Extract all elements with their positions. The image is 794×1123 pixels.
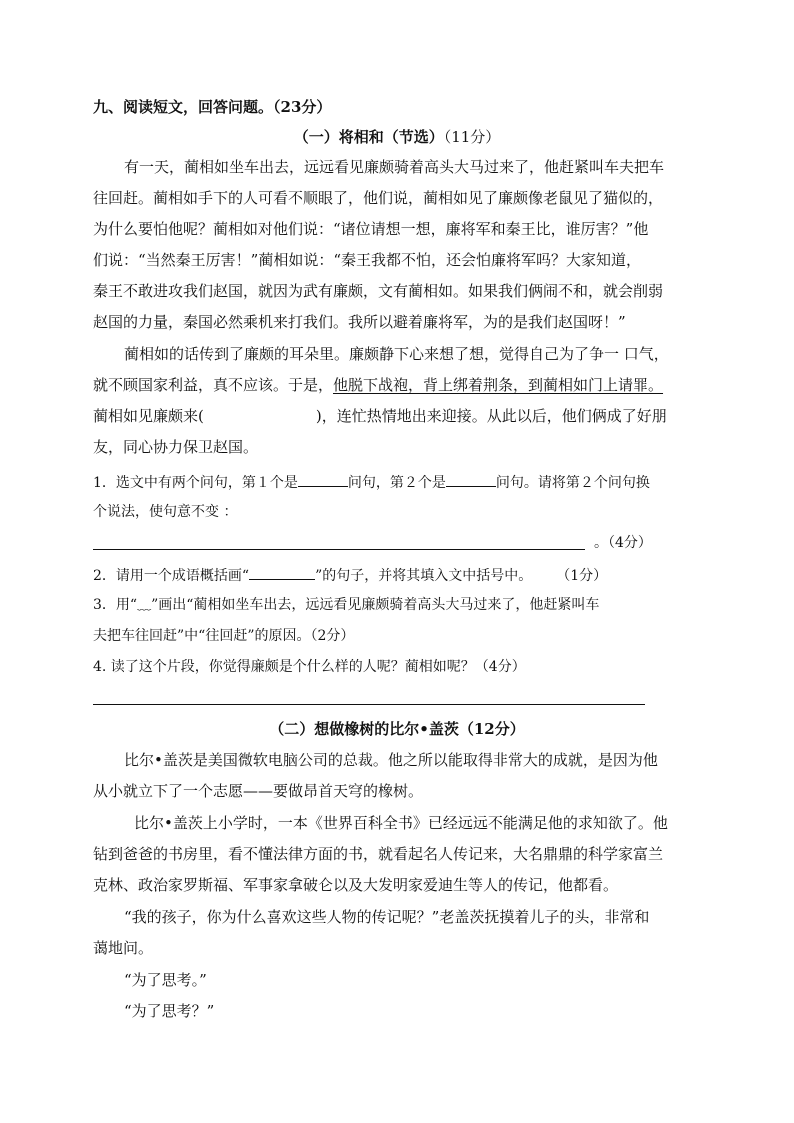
q1-text: 问句。请将第２个问句换 (495, 475, 650, 491)
q1-answer-line[interactable] (93, 549, 585, 550)
underlined-sentence: 他脱下战袍，背上绑着荆条，到蔺相如门上请罪。 (333, 376, 664, 394)
part1-p2-text: )，连忙热情地出来迎接。从此以后，他们俩成了好朋 (315, 407, 667, 425)
part1-p1-line: 为什么要怕他呢？蔺相如对他们说：“诸位请想一想，廉将军和秦王比，谁厉害？”他 (93, 220, 649, 238)
q3-text: 3．用“ (93, 597, 138, 613)
part1-title: （一）将相和（节选） (293, 128, 444, 146)
part2-p3-line: “我的孩子，你为什么喜欢这些人物的传记呢？”老盖茨抚摸着儿子的头，非常和 (124, 908, 650, 926)
part1-p2-line (93, 374, 663, 396)
q2-score: （1分） (556, 568, 608, 584)
part2-p2-line: 克林、政治家罗斯福、军事家拿破仑以及大发明家爱迪生等人的传记，他都看。 (93, 876, 619, 894)
question-3-line2: 夫把车往回赶”中“往回赶”的原因。（2分） (93, 628, 355, 644)
part1-p2-line (93, 405, 667, 427)
q1-text: 问句，第２个是 (347, 475, 446, 491)
question-4: 4. 读了这个片段，你觉得廉颇是个什么样的人呢？蔺相如呢？（4分） (93, 659, 526, 675)
part1-p1-line: 秦王不敢进攻我们赵国，就因为武有廉颇，文有蔺相如。如果我们俩闹不和，就会削弱 (93, 282, 664, 300)
part1-heading (0, 126, 794, 148)
part2-p2-line: 钻到爸爸的书房里，看不懂法律方面的书，就看起名人传记来，大名鼎鼎的科学家富兰 (93, 845, 664, 863)
part1-p2-text: 蔺相如见廉颇来( (93, 407, 204, 425)
q1-text: 1．选文中有两个问句，第１个是 (93, 475, 298, 491)
question-1 (93, 470, 650, 494)
part2-p2-line: 比尔•盖茨上小学时，一本《世界百科全书》已经远远不能满足他的求知欲了。他 (134, 814, 668, 832)
part1-p1-line: 赵国的力量，秦国必然乘机来打我们。我所以避着廉将军，为的是我们赵国呀！” (93, 313, 626, 331)
q1-blank-2[interactable] (446, 470, 496, 487)
section-title: 九、阅读短文，回答问题。（23分） (93, 98, 332, 116)
q3-text: ”画出“蔺相如坐车出去，远远看见廉颇骑着高头大马过来了，他赶紧叫车 (151, 597, 600, 613)
part2-title: （二）想做橡树的比尔•盖茨（12分） (269, 720, 525, 738)
part2-p1-line: 从小就立下了一个志愿——要做昂首天穹的橡树。 (93, 782, 424, 800)
q2-text: 2．请用一个成语概括画“ (93, 568, 250, 584)
part1-p1-line: 往回赶。蔺相如手下的人可看不顺眼了，他们说，蔺相如见了廉颇像老鼠见了猫似的， (93, 189, 664, 207)
part1-p2-line: 友，同心协力保卫赵国。 (93, 438, 259, 456)
question-1-line2: 个说法，使句意不变 ： (93, 504, 238, 520)
part1-p1-line: 有一天，蔺相如坐车出去，远远看见廉颇骑着高头大马过来了，他赶紧叫车夫把车 (124, 158, 665, 176)
part2-p1-line: 比尔•盖茨是美国微软电脑公司的总裁。他之所以能取得非常大的成就，是因为他 (124, 751, 658, 769)
part1-p1-line: 们说：“当然秦王厉害！”蔺相如说：“秦王我都不怕，还会怕廉将军吗？大家知道， (93, 251, 642, 269)
part1-p2-text: 就不顾国家利益，真不应该。于是， (93, 376, 334, 394)
q1-blank-1[interactable] (298, 470, 348, 487)
part1-score: （11分） (443, 128, 501, 146)
question-2 (93, 563, 607, 587)
part1-p2-line: 蔺相如的话传到了廉颇的耳朵里。廉颇静下心来想了想，觉得自己为了争一 口气， (124, 345, 669, 363)
q2-blank[interactable] (249, 563, 315, 580)
part2-p5-line: “为了思考？” (124, 1002, 215, 1020)
q4-answer-line[interactable] (93, 704, 645, 705)
q1-score: 。（4分） (594, 535, 652, 551)
q2-text: ”的句子，并将其填入文中括号中。 (315, 568, 533, 584)
question-3 (93, 594, 599, 616)
part2-p3-line: 蔼地问。 (93, 939, 154, 957)
part2-p4-line: “为了思考。” (124, 971, 207, 989)
wavy-line-icon: ﹏ (137, 597, 152, 613)
